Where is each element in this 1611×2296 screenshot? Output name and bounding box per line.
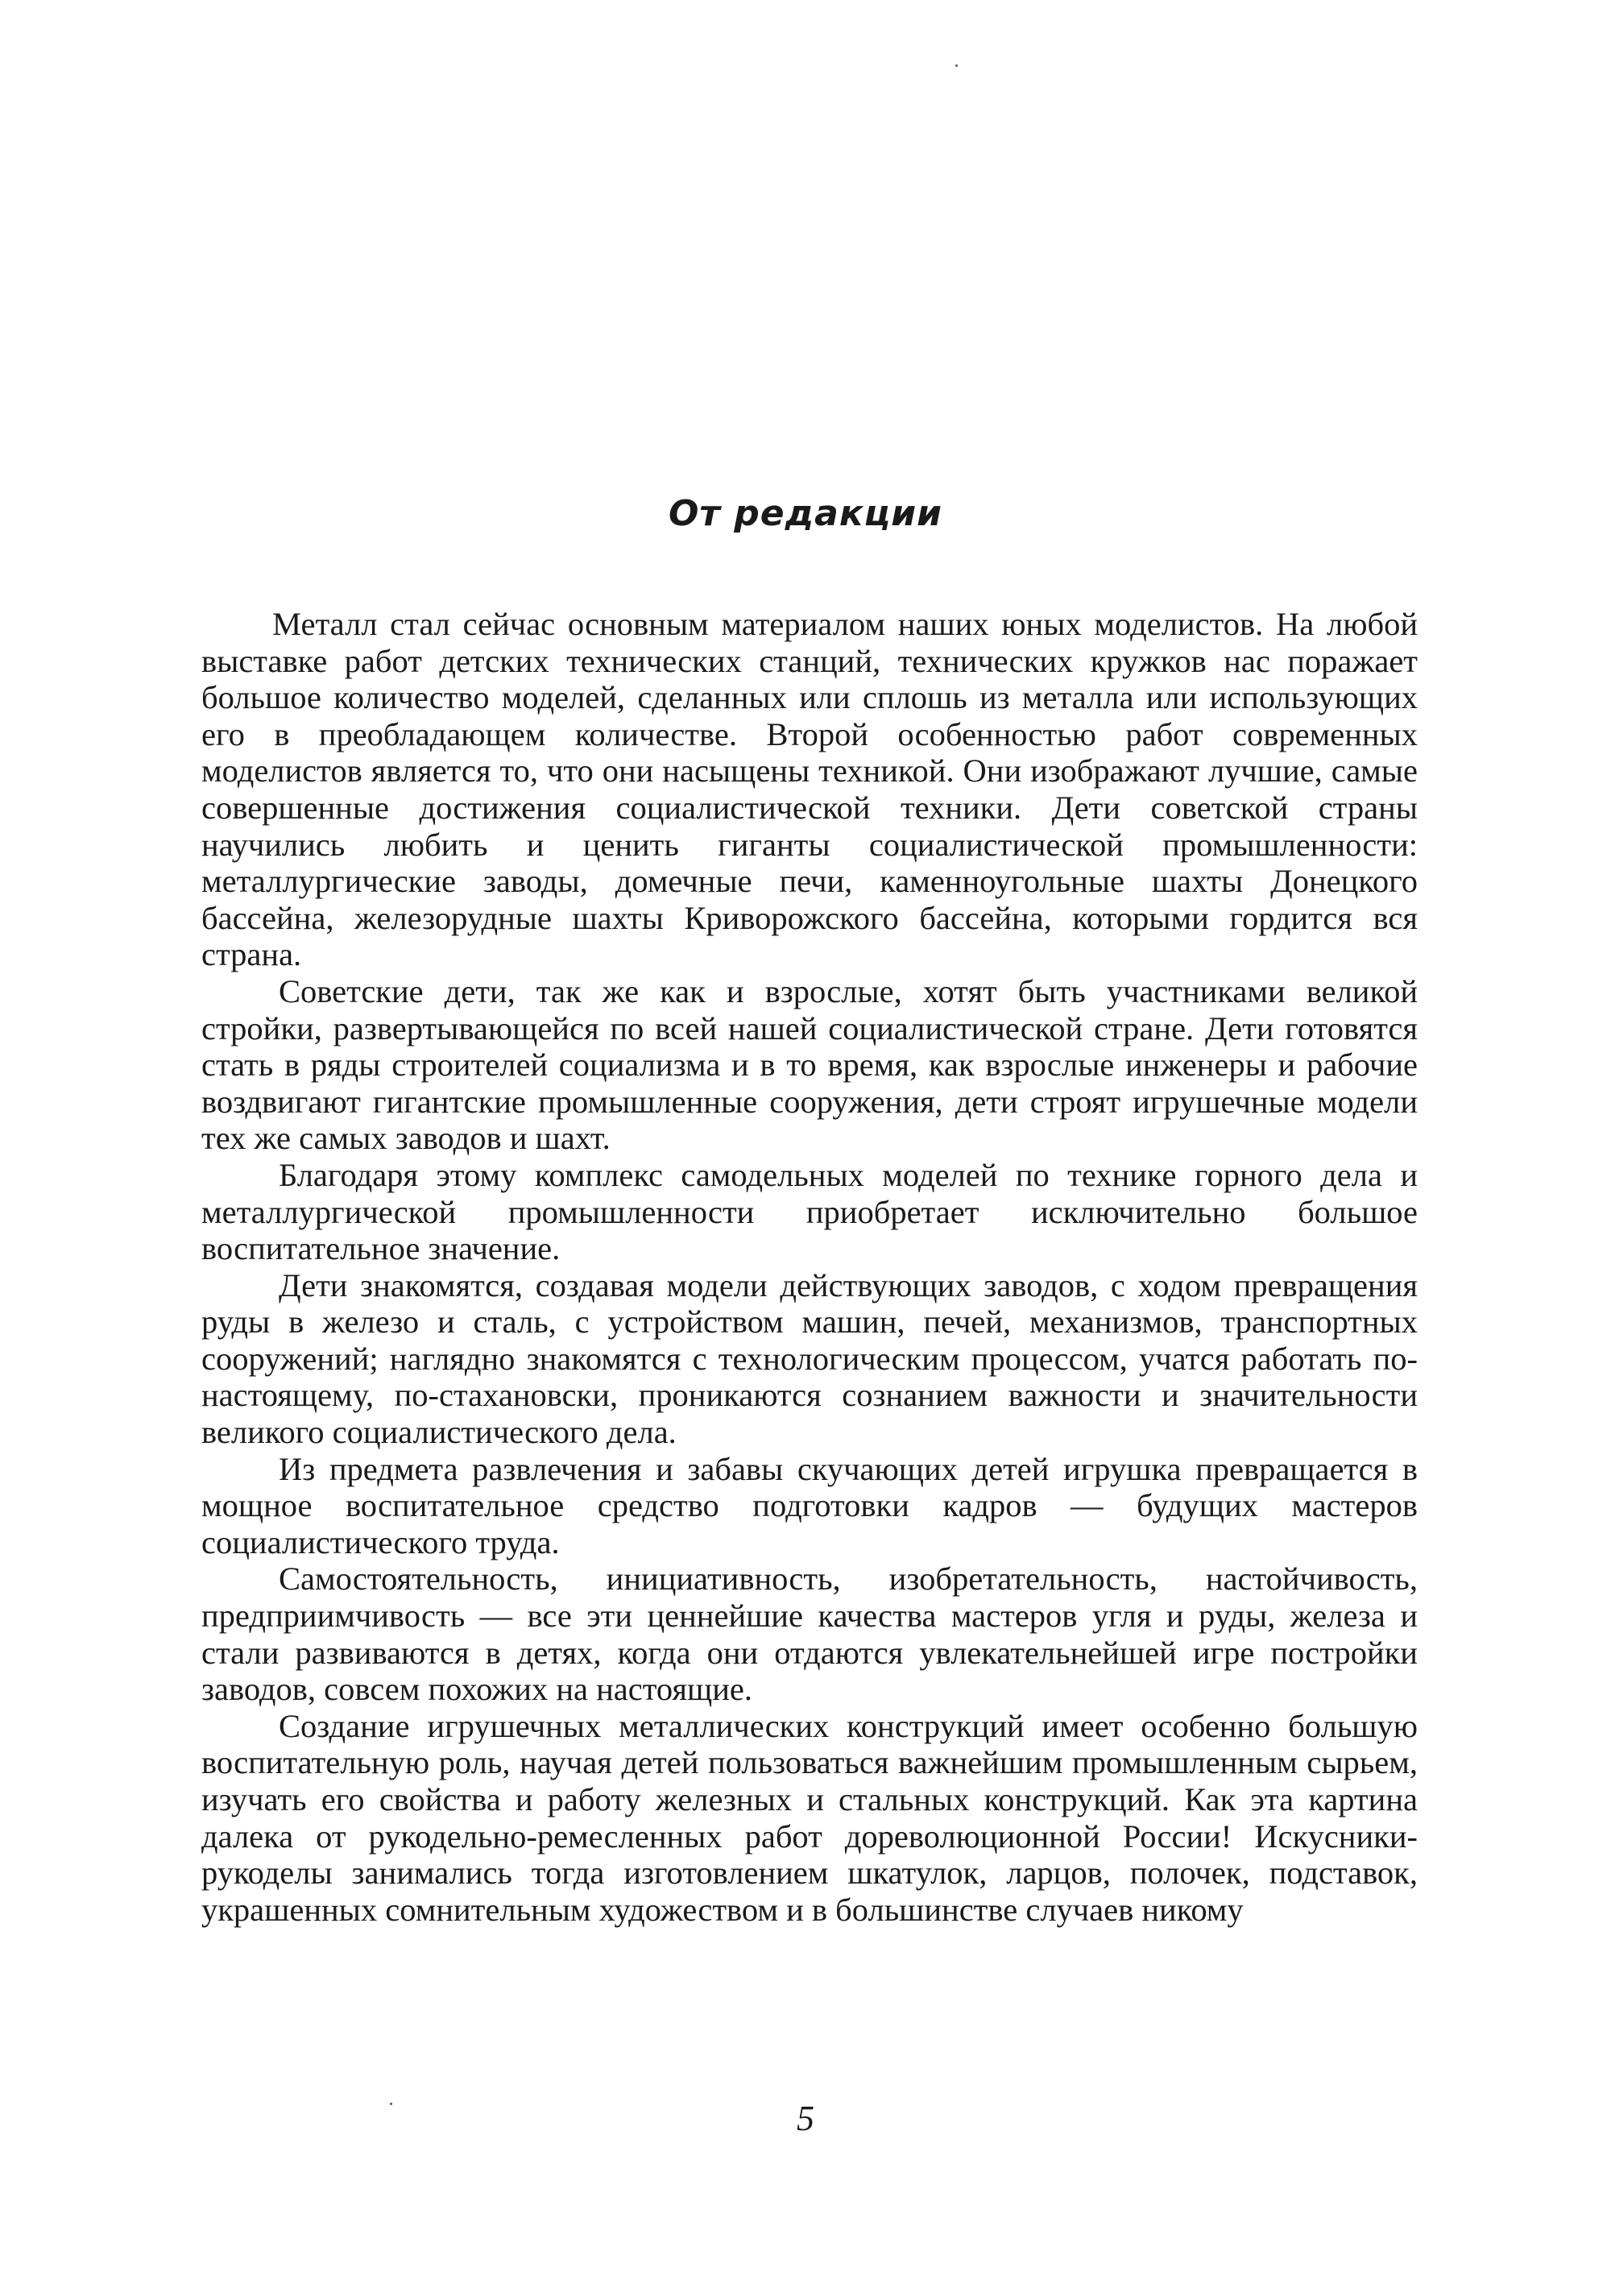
print-speck	[955, 64, 958, 67]
paragraph: Создание игрушечных металлических конструкций имеет особенно большую воспитательную роль, научая детей пользоваться важнейшим промышленным сырьем, изучать его свойства и работу железных и стальных конструкций. Как эта картина далека от рукодельно-ремесленных работ дореволюционной России! Искусники-рукоделы занимались тогда изготовлением шкатулок, ларцов, полочек, подставок, украшенных сомнительным художеством и в большинстве случаев никому	[201, 1707, 1418, 1928]
paragraph: Дети знакомятся, создавая модели действующих заводов, с ходом превращения руды в железо и сталь, с устройством машин, печей, механизмов, транспортных сооружений; наглядно знакомятся с технологическим процессом, учатся работать по-настоящему, по-стахановски, проникаются сознанием важности и значительности великого социалистического дела.	[201, 1266, 1418, 1451]
section-heading: От редакции	[669, 493, 942, 534]
body-text	[201, 606, 1418, 1928]
page-number: 5	[797, 2099, 814, 2138]
paragraph: Советские дети, так же как и взрослые, хотят быть участниками великой стройки, развертывающейся по всей нашей социалистической стране. Дети готовятся стать в ряды строителей социализма и в то время, как взрослые инженеры и рабочие воздвигают гигантские промышленные сооружения, дети строят игрушечные модели тех же самых заводов и шахт.	[201, 972, 1418, 1157]
paragraph: Самостоятельность, инициативность, изобретательность, настойчивость, предприимчивость — все эти ценнейшие качества мастеров угля и руды, железа и стали развиваются в детях, когда они отдаются увлекательнейшей игре постройки заводов, совсем похожих на настоящие.	[201, 1560, 1418, 1708]
paragraph: Благодаря этому комплекс самодельных моделей по технике горного дела и металлургической промышленности приобретает исключительно большое воспитательное значение.	[201, 1156, 1418, 1267]
paragraph: Из предмета развлечения и забавы скучающих детей игрушка превращается в мощное воспитательное средство подготовки кадров — будущих мастеров социалистического труда.	[201, 1450, 1418, 1560]
paragraph: Металл стал сейчас основным материалом наших юных моделистов. На любой выставке работ детских технических станций, технических кружков нас поражает большое количество моделей, сделанных или сплошь из металла или использующих его в преобладающем количестве. Второй особенностью работ современных моделистов является то, что они насыщены техникой. Они изображают лучшие, самые совершенные достижения социалистической техники. Дети советской страны научились любить и ценить гиганты социалистической промышленности: металлургические заводы, домечные печи, каменноугольные шахты Донецкого бассейна, железорудные шахты Криворожского бассейна, которыми гордится вся страна.	[201, 606, 1418, 973]
